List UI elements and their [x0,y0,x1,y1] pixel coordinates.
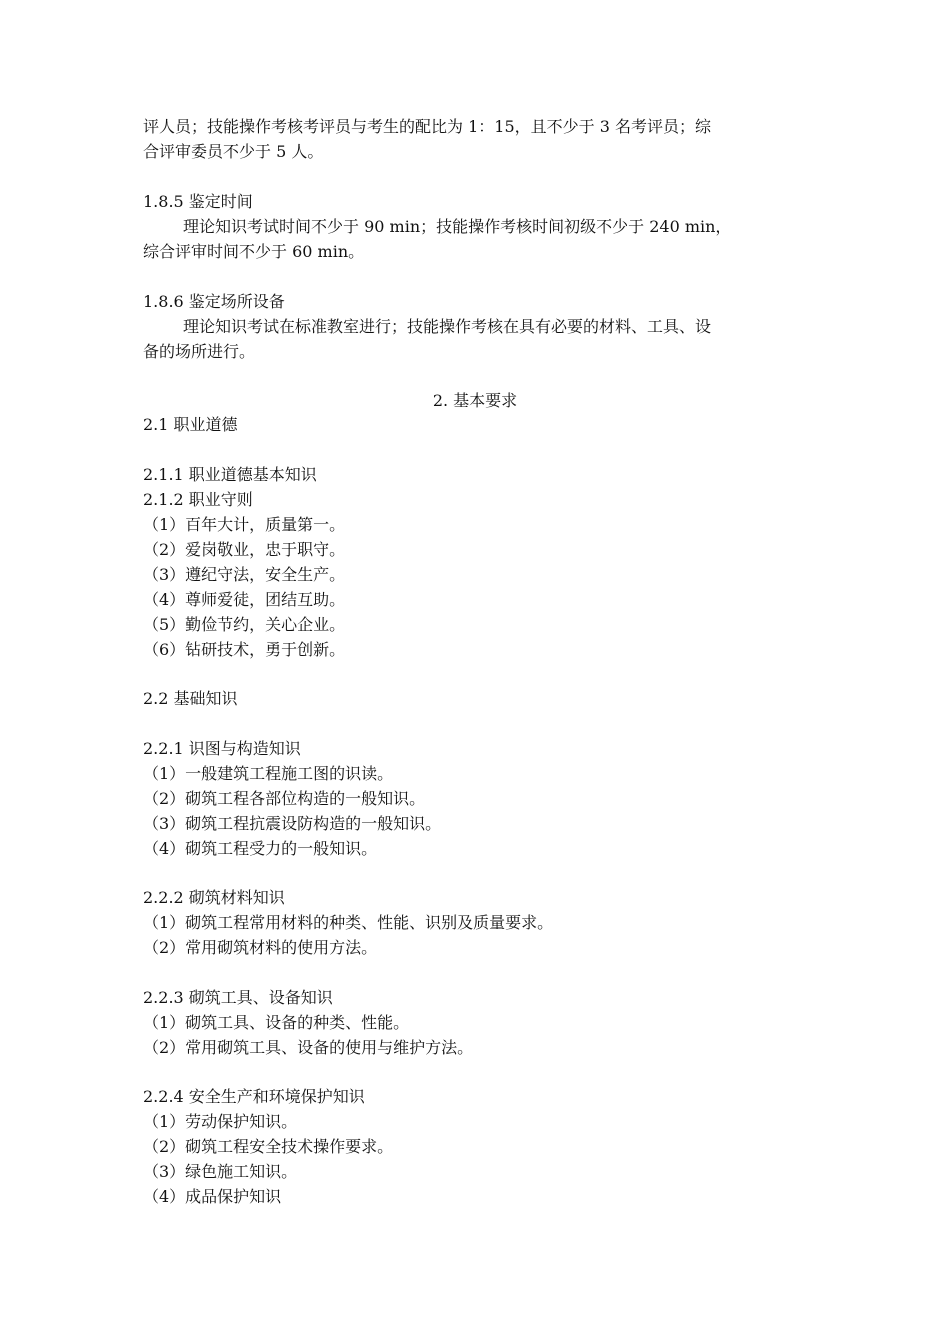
subsection-heading: 2.2.2 砌筑材料知识 [143,888,285,907]
section-heading: 2.1 职业道德 [143,415,238,434]
list-item: （4）尊师爱徒，团结互助。 [143,590,346,609]
list-item: （2）砌筑工程安全技术操作要求。 [143,1137,394,1156]
list-item: （1）一般建筑工程施工图的识读。 [143,764,394,783]
subsection-heading: 2.2.4 安全生产和环境保护知识 [143,1087,365,1106]
subsection-heading: 2.1.1 职业道德基本知识 [143,465,317,484]
chapter-heading: 2. 基本要求 [432,391,518,410]
section-heading: 1.8.6 鉴定场所设备 [143,292,285,311]
paragraph-line: 评人员；技能操作考核考评员与考生的配比为 1：15，且不少于 3 名考评员；综 [143,117,711,136]
list-item: （4）砌筑工程受力的一般知识。 [143,839,378,858]
list-item: （1）砌筑工程常用材料的种类、性能、识别及质量要求。 [143,913,554,932]
list-item: （2）常用砌筑材料的使用方法。 [143,938,378,957]
paragraph-line: 理论知识考试在标准教室进行；技能操作考核在具有必要的材料、工具、设 [183,317,712,336]
subsection-heading: 2.1.2 职业守则 [143,490,253,509]
section-heading: 1.8.5 鉴定时间 [143,192,253,211]
list-item: （6）钻研技术，勇于创新。 [143,640,346,659]
subsection-heading: 2.2.3 砌筑工具、设备知识 [143,988,333,1007]
list-item: （3）绿色施工知识。 [143,1162,298,1181]
list-item: （2）常用砌筑工具、设备的使用与维护方法。 [143,1038,474,1057]
list-item: （3）砌筑工程抗震设防构造的一般知识。 [143,814,442,833]
paragraph-line: 综合评审时间不少于 60 min。 [143,242,365,261]
list-item: （1）百年大计，质量第一。 [143,515,346,534]
list-item: （1）砌筑工具、设备的种类、性能。 [143,1013,410,1032]
paragraph-line: 合评审委员不少于 5 人。 [143,142,324,161]
section-heading: 2.2 基础知识 [143,689,238,708]
list-item: （3）遵纪守法，安全生产。 [143,565,346,584]
subsection-heading: 2.2.1 识图与构造知识 [143,739,301,758]
paragraph-line: 备的场所进行。 [143,342,256,361]
list-item: （2）砌筑工程各部位构造的一般知识。 [143,789,426,808]
paragraph-line: 理论知识考试时间不少于 90 min；技能操作考核时间初级不少于 240 min， [183,217,732,236]
list-item: （1）劳动保护知识。 [143,1112,298,1131]
list-item: （2）爱岗敬业，忠于职守。 [143,540,346,559]
list-item: （5）勤俭节约，关心企业。 [143,615,346,634]
list-item: （4）成品保护知识 [143,1187,282,1206]
